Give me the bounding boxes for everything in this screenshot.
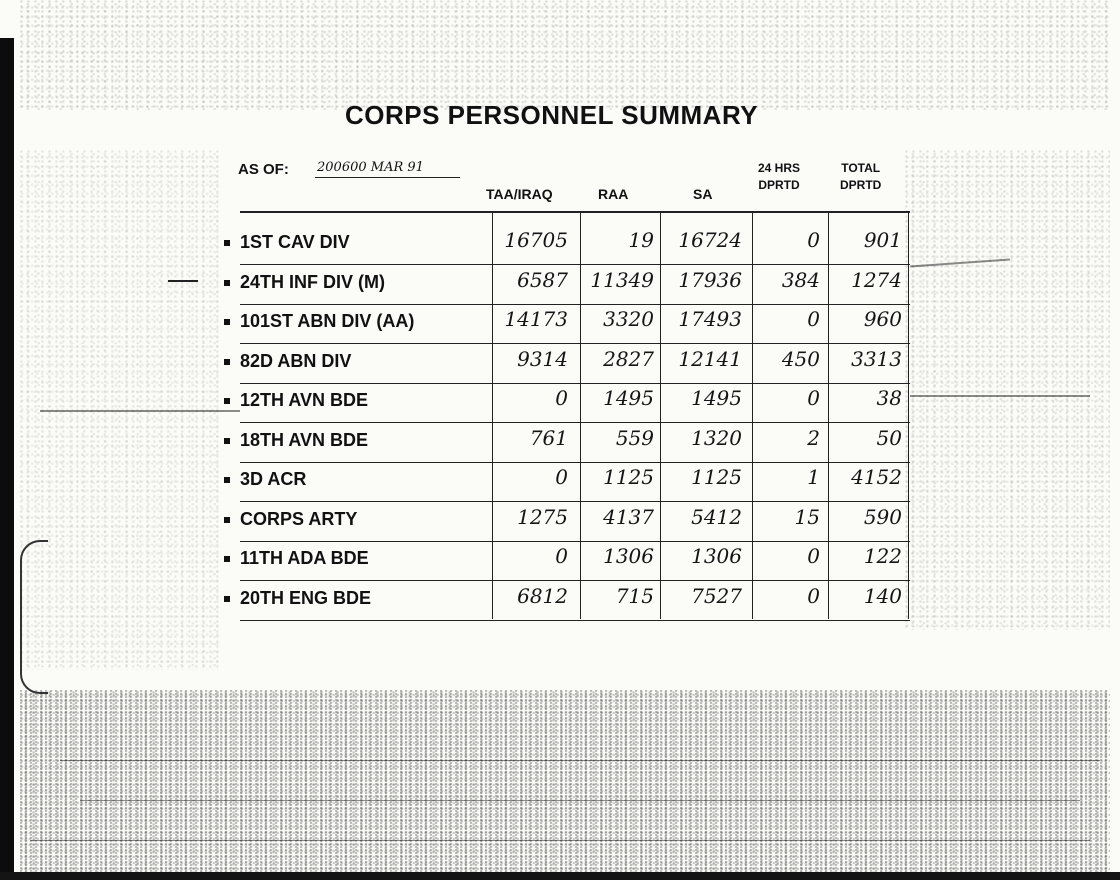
cell-total: 1274 — [851, 268, 902, 292]
column-header-24hrs-dprtd — [758, 160, 800, 194]
cell-taa: 0 — [555, 386, 568, 410]
cell-raa: 19 — [628, 228, 654, 252]
scan-streak — [40, 410, 240, 412]
row-unit-label — [224, 469, 306, 490]
row-unit-text: 11TH ADA BDE — [240, 548, 369, 568]
scan-noise-top — [20, 0, 1110, 110]
cell-taa: 9314 — [517, 347, 568, 371]
cell-raa: 715 — [615, 584, 654, 608]
row-rule — [240, 541, 910, 542]
bullet-mark — [224, 240, 230, 246]
column-header-24hrs-line1: 24 HRS — [758, 161, 801, 175]
cell-total: 50 — [876, 426, 902, 450]
row-unit-label — [224, 311, 414, 332]
cell-sa: 5412 — [691, 505, 742, 529]
cell-hrs24: 0 — [807, 228, 820, 252]
cell-raa: 1495 — [603, 386, 654, 410]
row-unit-text: 20TH ENG BDE — [240, 588, 372, 608]
row-unit-text: 101ST ABN DIV (AA) — [240, 311, 415, 331]
cell-total: 122 — [863, 544, 902, 568]
cell-raa: 11349 — [590, 268, 654, 292]
cell-raa: 2827 — [603, 347, 654, 371]
column-rule — [752, 212, 753, 619]
bullet-mark — [224, 359, 230, 365]
row-unit-label — [224, 390, 368, 411]
scan-noise-right — [905, 150, 1110, 630]
cell-taa: 0 — [555, 544, 568, 568]
cell-total: 3313 — [851, 347, 902, 371]
column-rule — [580, 212, 581, 619]
as-of-value: 200600 MAR 91 — [317, 160, 424, 175]
row-unit-text: 3D ACR — [240, 469, 307, 489]
scan-streak — [80, 800, 1080, 801]
row-unit-text: CORPS ARTY — [240, 509, 358, 529]
cell-raa: 559 — [615, 426, 654, 450]
column-rule — [828, 212, 829, 619]
cell-taa: 1275 — [517, 505, 568, 529]
row-rule — [240, 343, 910, 344]
bullet-mark — [224, 517, 230, 523]
column-rule — [492, 212, 493, 619]
row-unit-text: 12TH AVN BDE — [240, 390, 369, 410]
column-rule — [908, 212, 909, 619]
row-unit-text: 1ST CAV DIV — [240, 232, 350, 252]
cell-taa: 0 — [555, 465, 568, 489]
cell-raa: 4137 — [603, 505, 654, 529]
row-unit-label — [224, 232, 350, 253]
cell-hrs24: 0 — [807, 386, 820, 410]
cell-taa: 16705 — [504, 228, 568, 252]
cell-taa: 761 — [529, 426, 568, 450]
scan-streak — [910, 395, 1090, 397]
column-header-sa: SA — [693, 186, 713, 202]
cell-hrs24: 384 — [781, 268, 820, 292]
row-rule — [240, 501, 910, 502]
scan-edge-left — [0, 38, 14, 880]
row-unit-text: 82D ABN DIV — [240, 351, 352, 371]
document-title: CORPS PERSONNEL SUMMARY — [345, 100, 759, 130]
cell-hrs24: 450 — [781, 347, 820, 371]
scan-noise-bottom — [20, 690, 1110, 872]
cell-total: 38 — [876, 386, 902, 410]
cell-hrs24: 0 — [807, 584, 820, 608]
cell-sa: 7527 — [691, 584, 742, 608]
as-of-underline — [315, 177, 460, 178]
row-unit-label — [224, 351, 351, 372]
cell-hrs24: 15 — [794, 505, 820, 529]
column-header-raa: RAA — [598, 186, 629, 202]
row-unit-label — [224, 588, 371, 609]
column-rule — [660, 212, 661, 619]
scan-streak — [30, 840, 1090, 841]
row-unit-text: 24TH INF DIV (M) — [240, 272, 386, 292]
cell-sa: 16724 — [678, 228, 742, 252]
cell-sa: 1125 — [691, 465, 742, 489]
bullet-mark — [224, 556, 230, 562]
cell-total: 140 — [863, 584, 902, 608]
column-header-total-line1: TOTAL — [841, 161, 881, 175]
table-top-rule — [240, 211, 910, 213]
row-unit-label — [224, 272, 385, 293]
row-rule — [240, 264, 910, 265]
column-header-total-dprtd — [840, 160, 881, 194]
cell-raa: 1306 — [603, 544, 654, 568]
cell-hrs24: 0 — [807, 544, 820, 568]
row-rule — [240, 422, 910, 423]
cell-raa: 1125 — [603, 465, 654, 489]
row-unit-label — [224, 548, 369, 569]
row-rule — [240, 383, 910, 384]
scan-edge-bottom — [0, 872, 1120, 880]
cell-taa: 6812 — [517, 584, 568, 608]
cell-total: 901 — [863, 228, 902, 252]
cell-sa: 17493 — [678, 307, 742, 331]
row-rule — [240, 620, 910, 621]
cell-total: 4152 — [851, 465, 902, 489]
cell-taa: 14173 — [504, 307, 568, 331]
cell-hrs24: 2 — [807, 426, 820, 450]
row-unit-label — [224, 509, 357, 530]
bullet-mark — [224, 596, 230, 602]
bullet-mark — [224, 398, 230, 404]
scan-streak — [60, 760, 1100, 761]
cell-total: 590 — [863, 505, 902, 529]
row-rule — [240, 304, 910, 305]
row-rule — [240, 580, 910, 581]
cell-sa: 1320 — [691, 426, 742, 450]
row-unit-text: 18TH AVN BDE — [240, 430, 369, 450]
cell-sa: 17936 — [678, 268, 742, 292]
cell-taa: 6587 — [517, 268, 568, 292]
column-header-taa-iraq: TAA/IRAQ — [486, 186, 553, 202]
cell-hrs24: 1 — [807, 465, 820, 489]
bullet-mark — [224, 477, 230, 483]
bullet-mark — [224, 319, 230, 325]
bullet-mark — [224, 438, 230, 444]
cell-raa: 3320 — [603, 307, 654, 331]
cell-sa: 12141 — [678, 347, 742, 371]
column-header-total-line2: DPRTD — [840, 178, 882, 192]
pen-stroke — [910, 259, 1010, 268]
cell-total: 960 — [863, 307, 902, 331]
cell-sa: 1306 — [691, 544, 742, 568]
cell-sa: 1495 — [691, 386, 742, 410]
margin-bracket-mark — [20, 540, 48, 694]
row-rule — [240, 462, 910, 463]
as-of-label: AS OF: — [238, 161, 289, 178]
margin-dash-mark — [168, 280, 198, 282]
cell-hrs24: 0 — [807, 307, 820, 331]
bullet-mark — [224, 280, 230, 286]
row-unit-label — [224, 430, 368, 451]
column-header-24hrs-line2: DPRTD — [758, 178, 800, 192]
